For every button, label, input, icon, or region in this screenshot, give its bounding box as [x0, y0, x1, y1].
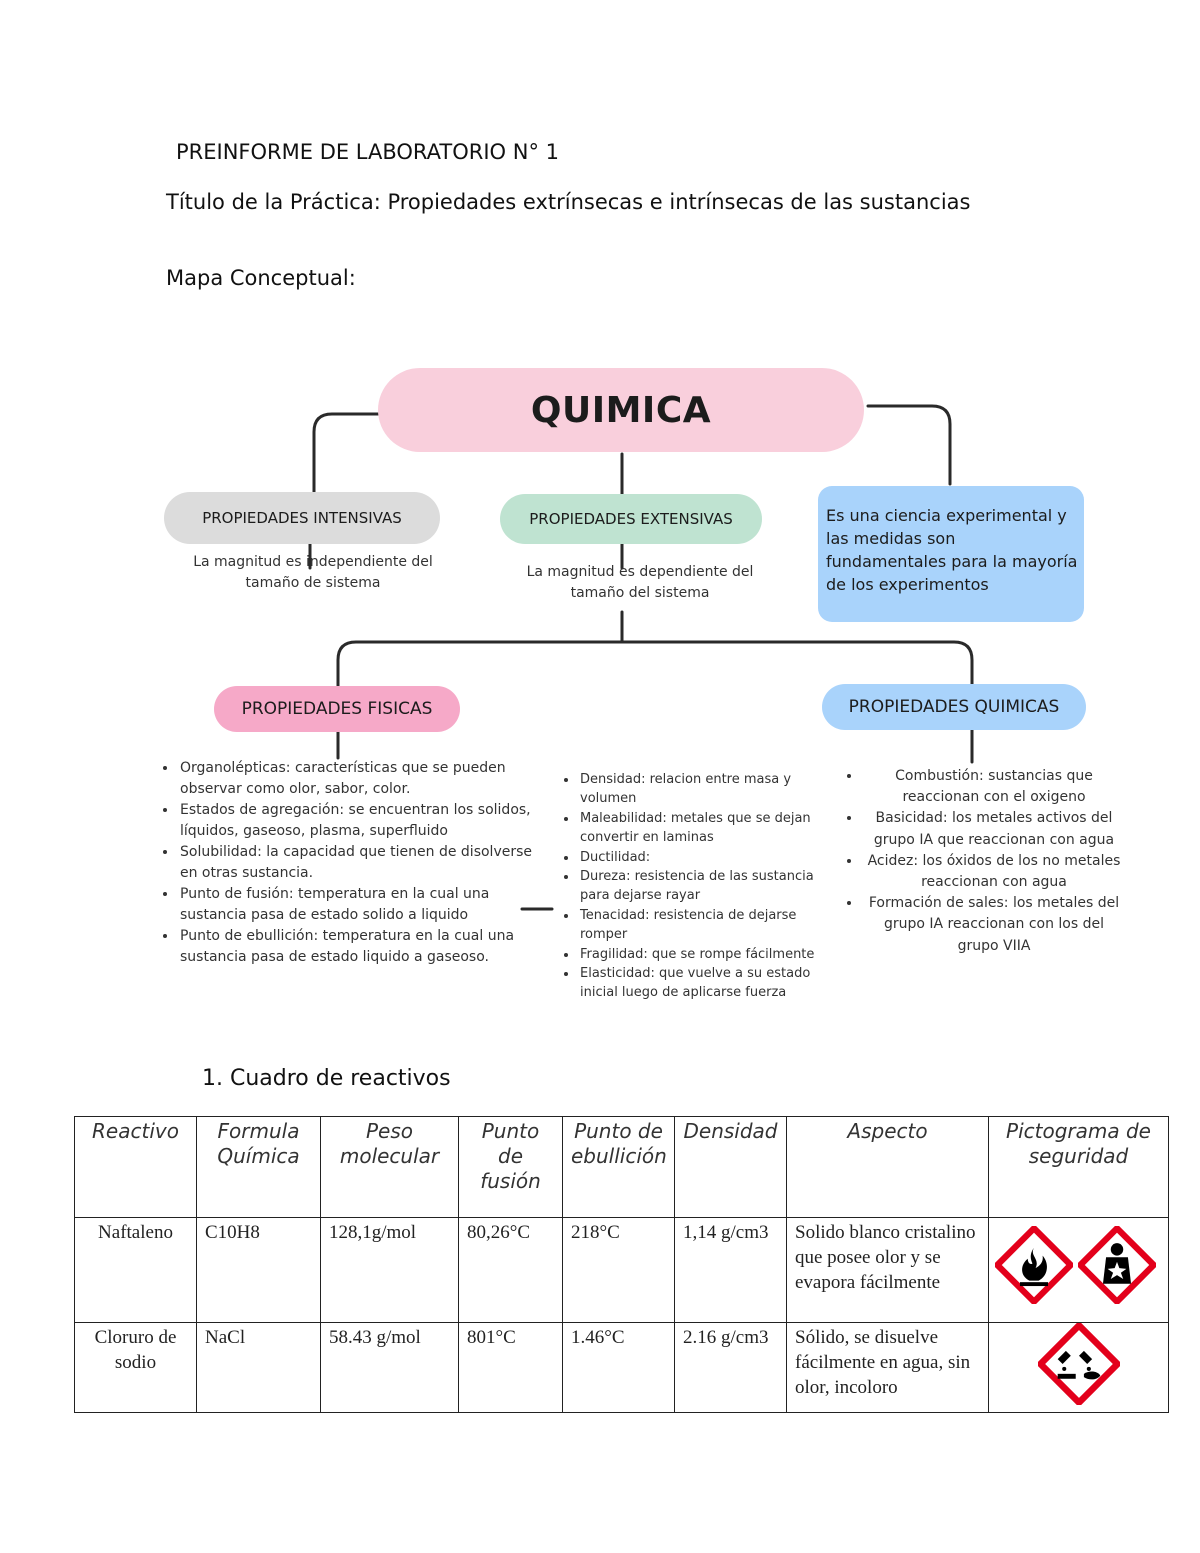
node-propiedades-intensivas: PROPIEDADES INTENSIVAS [164, 492, 440, 544]
connector-quimica-intensivas [314, 414, 378, 496]
cell-formula: C10H8 [197, 1218, 321, 1323]
node-ciencia-experimental: Es una ciencia experimental y las medidas son fundamentales para la mayoría de los experimentos [818, 486, 1084, 622]
table-row [75, 1323, 1169, 1413]
list-item: • Combustión: sustancias que reaccionan con el oxigeno [862, 766, 1124, 808]
section-heading: 1. Cuadro de reactivos [202, 1066, 451, 1091]
concept-map [0, 330, 1200, 1060]
cell-pictograma [989, 1218, 1169, 1323]
cell-ebullicion: 1.46°C [563, 1323, 675, 1413]
cell-aspecto: Solido blanco cristalino que posee olor y se evapora fácilmente [787, 1218, 989, 1323]
column-header: Peso molecular [321, 1117, 459, 1218]
connector-branch [338, 642, 972, 686]
cell-reactivo: Cloruro de sodio [75, 1323, 197, 1413]
list-item: • Maleabilidad: metales que se dejan convertir en laminas [578, 809, 840, 848]
list-item: • Estados de agregación: se encuentran los solidos, líquidos, gaseoso, plasma, superfluido [178, 800, 538, 842]
cell-densidad: 1,14 g/cm3 [675, 1218, 787, 1323]
column-header: Formula Química [197, 1117, 321, 1218]
cell-peso: 128,1g/mol [321, 1218, 459, 1323]
reactivos-table [74, 1116, 1169, 1413]
health-hazard-icon [1078, 1226, 1156, 1304]
node-propiedades-extensivas: PROPIEDADES EXTENSIVAS [500, 494, 762, 544]
fisicas-list-2 [564, 770, 840, 1003]
list-item: • Punto de ebullición: temperatura en la cual una sustancia pasa de estado liquido a gaseoso. [178, 926, 538, 968]
column-header: Punto de fusión [459, 1117, 563, 1218]
cell-formula: NaCl [197, 1323, 321, 1413]
corrosive-icon [1038, 1323, 1120, 1405]
cell-fusion: 801°C [459, 1323, 563, 1413]
practice-title: Título de la Práctica: Propiedades extrínsecas e intrínsecas de las sustancias [166, 190, 971, 214]
node-propiedades-quimicas: PROPIEDADES QUIMICAS [822, 684, 1086, 730]
column-header: Aspecto [787, 1117, 989, 1218]
list-item: • Elasticidad: que vuelve a su estado inicial luego de aplicarse fuerza [578, 964, 840, 1003]
extensivas-description: La magnitud es dependiente del tamaño del sistema [526, 564, 754, 601]
fisicas-list [164, 758, 538, 968]
table-header-row [75, 1117, 1169, 1218]
list-item: • Tenacidad: resistencia de dejarse romper [578, 906, 840, 945]
cell-fusion: 80,26°C [459, 1218, 563, 1323]
cell-aspecto: Sólido, se disuelve fácilmente en agua, sin olor, incoloro [787, 1323, 989, 1413]
cell-pictograma [989, 1323, 1169, 1413]
connector-quimica-ciencia [868, 406, 950, 484]
flame-icon [995, 1226, 1073, 1304]
list-item: • Formación de sales: los metales del grupo IA reaccionan con los del grupo VIIA [862, 893, 1124, 957]
cell-densidad: 2.16 g/cm3 [675, 1323, 787, 1413]
list-item: • Basicidad: los metales activos del grupo IA que reaccionan con agua [862, 808, 1124, 850]
list-item: • Acidez: los óxidos de los no metales reaccionan con agua [862, 851, 1124, 893]
cell-ebullicion: 218°C [563, 1218, 675, 1323]
column-header: Punto de ebullición [563, 1117, 675, 1218]
intensivas-description: La magnitud es independiente del tamaño de sistema [193, 554, 433, 591]
cell-peso: 58.43 g/mol [321, 1323, 459, 1413]
column-header: Reactivo [75, 1117, 197, 1218]
list-item: • Punto de fusión: temperatura en la cual una sustancia pasa de estado solido a liquido [178, 884, 538, 926]
node-propiedades-fisicas: PROPIEDADES FISICAS [214, 686, 460, 732]
list-item: • Organolépticas: características que se pueden observar como olor, sabor, color. [178, 758, 538, 800]
list-item: • Solubilidad: la capacidad que tienen de disolverse en otras sustancia. [178, 842, 538, 884]
table-row [75, 1218, 1169, 1323]
list-item: • Densidad: relacion entre masa y volumen [578, 770, 840, 809]
quimicas-list [848, 766, 1124, 957]
document-title: PREINFORME DE LABORATORIO N° 1 [176, 140, 559, 164]
column-header: Densidad [675, 1117, 787, 1218]
cell-reactivo: Naftaleno [75, 1218, 197, 1323]
column-header: Pictograma de seguridad [989, 1117, 1169, 1218]
list-item: • Dureza: resistencia de las sustancia para dejarse rayar [578, 867, 840, 906]
list-item: • Fragilidad: que se rompe fácilmente [578, 945, 840, 964]
node-quimica: QUIMICA [378, 368, 864, 452]
concept-map-label: Mapa Conceptual: [166, 266, 356, 290]
list-item: • Ductilidad: [578, 848, 840, 867]
